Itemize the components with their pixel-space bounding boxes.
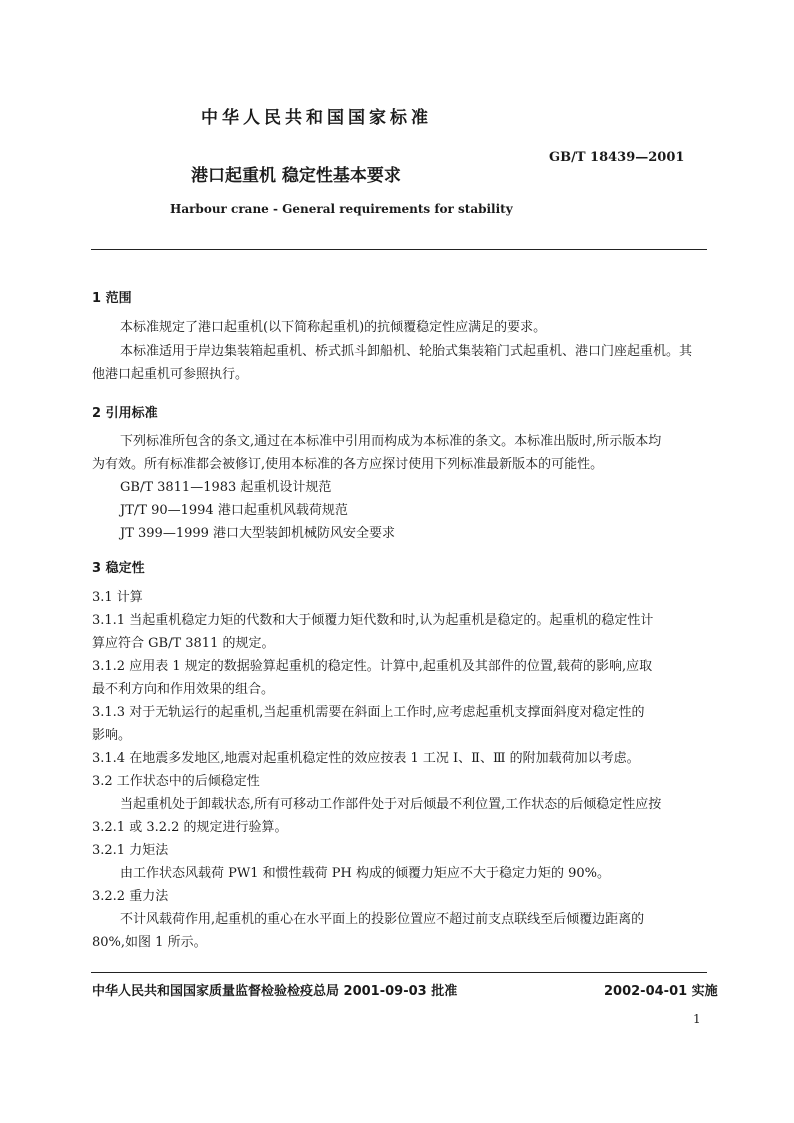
paragraph: 本标准适用于岸边集装箱起重机、桥式抓斗卸船机、轮胎式集装箱门式起重机、港口门座起重机。其 [120,344,693,359]
header-rule [91,249,707,250]
paragraph: 本标准规定了港口起重机(以下简称起重机)的抗倾覆稳定性应满足的要求。 [120,320,547,335]
clause-text: 3.2.1 或 3.2.2 的规定进行验算。 [92,820,288,835]
subsection-heading: 3.1 计算 [92,590,143,605]
paragraph: 下列标准所包含的条文,通过在本标准中引用而构成为本标准的条文。本标准出版时,所示版本均 [120,434,662,449]
clause-text: 不计风载荷作用,起重机的重心在水平面上的投影位置应不超过前支点联线至后倾覆边距离的 [120,912,645,927]
reference-item: JT/T 90—1994 港口起重机风载荷规范 [120,503,348,518]
clause-text: 最不利方向和作用效果的组合。 [92,682,275,697]
subsection-heading: 3.2 工作状态中的后倾稳定性 [92,774,260,789]
effective-date: 2002-04-01 实施 [604,984,718,999]
reference-item: JT 399—1999 港口大型装卸机械防风安全要求 [120,526,396,541]
issuing-agency: 中华人民共和国国家标准 [201,108,432,128]
document-title-en: Harbour crane - General requirements for stability [170,202,513,216]
subsection-heading: 3.2.2 重力法 [92,889,169,904]
section-heading-references: 2 引用标准 [92,406,158,421]
clause-text: 影响。 [92,728,132,743]
paragraph: 为有效。所有标准都会被修订,使用本标准的各方应探讨使用下列标准最新版本的可能性。 [92,457,604,472]
clause-text: 80%,如图 1 所示。 [92,935,207,950]
clause-text: 算应符合 GB/T 3811 的规定。 [92,636,275,651]
paragraph: 他港口起重机可参照执行。 [92,367,249,382]
subsection-heading: 3.2.1 力矩法 [92,843,169,858]
clause-text: 3.1.1 当起重机稳定力矩的代数和大于倾覆力矩代数和时,认为起重机是稳定的。起重机的稳定性计 [92,613,654,628]
clause-text: 3.1.2 应用表 1 规定的数据验算起重机的稳定性。计算中,起重机及其部件的位置,载荷的影响,应取 [92,659,653,674]
clause-text: 由工作状态风载荷 PW1 和惯性载荷 PH 构成的倾覆力矩应不大于稳定力矩的 90%。 [120,866,611,881]
section-heading-scope: 1 范围 [92,291,132,306]
standard-number: GB/T 18439—2001 [549,150,685,165]
footer-rule [91,972,707,973]
document-title-cn: 港口起重机 稳定性基本要求 [191,166,401,186]
clause-text: 当起重机处于卸载状态,所有可移动工作部件处于对后倾最不利位置,工作状态的后倾稳定性应按 [120,797,662,812]
approval-statement: 中华人民共和国国家质量监督检验检疫总局 2001-09-03 批准 [92,984,458,999]
clause-text: 3.1.3 对于无轨运行的起重机,当起重机需要在斜面上工作时,应考虑起重机支撑面斜度对稳定性的 [92,705,645,720]
page-number: 1 [693,1012,701,1026]
reference-item: GB/T 3811—1983 起重机设计规范 [120,480,332,495]
section-heading-stability: 3 稳定性 [92,561,145,576]
clause-text: 3.1.4 在地震多发地区,地震对起重机稳定性的效应按表 1 工况 Ⅰ、Ⅱ、Ⅲ 的附加载荷加以考虑。 [92,751,640,766]
